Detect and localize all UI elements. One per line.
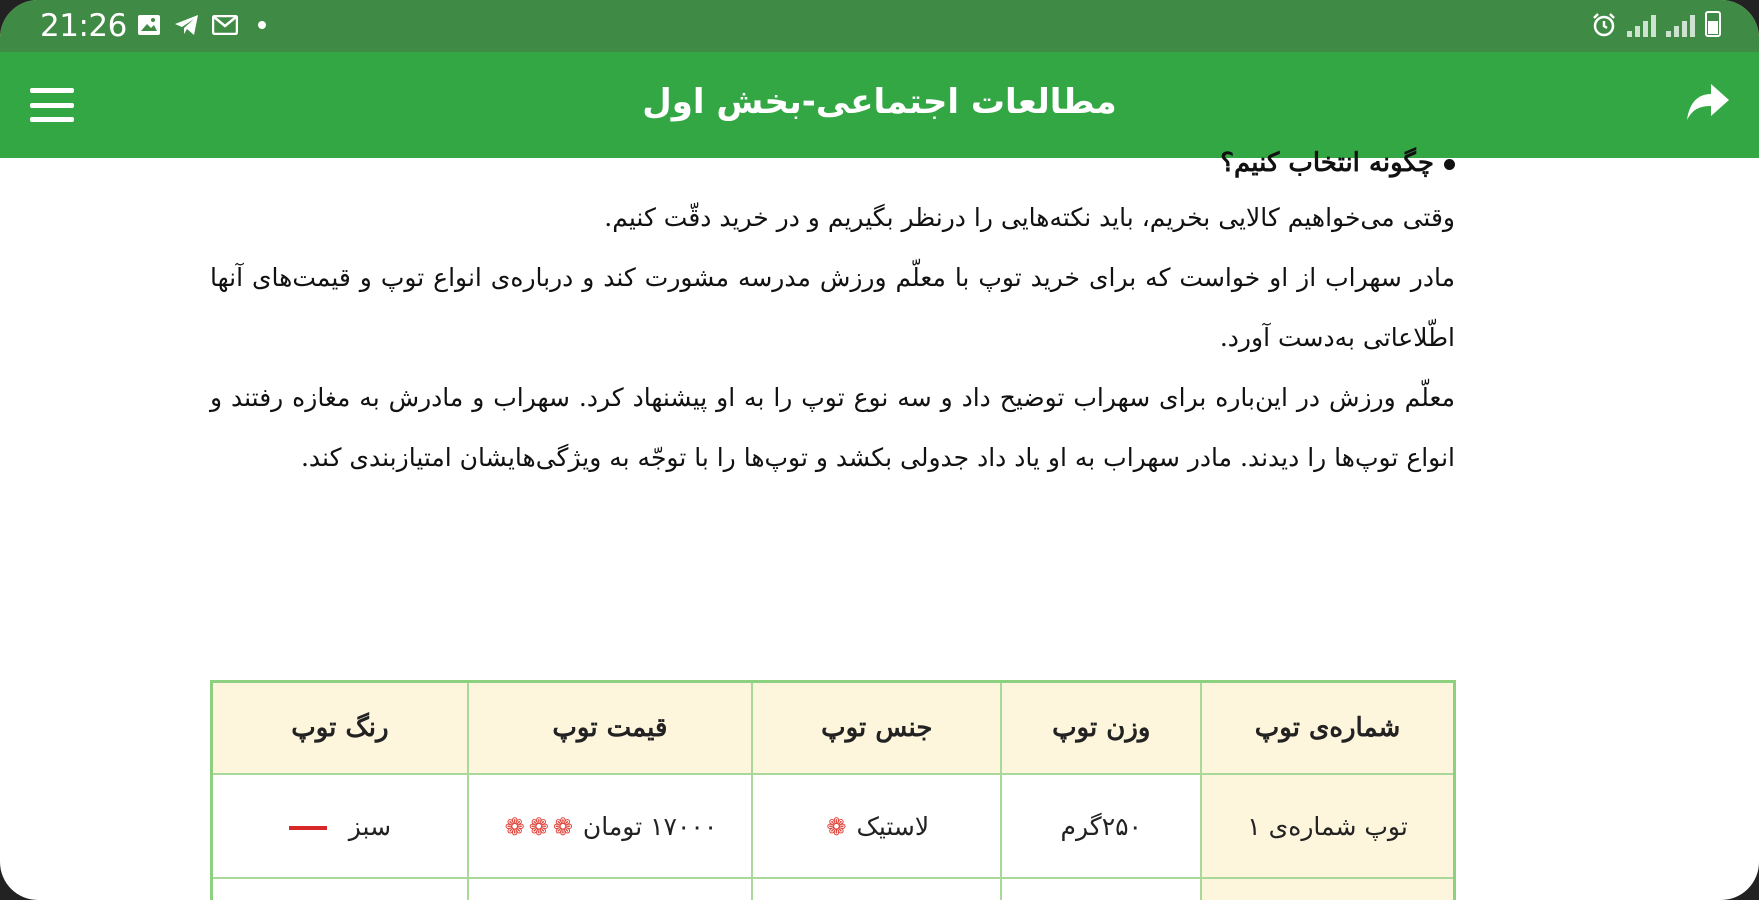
cell-ball-price xyxy=(468,774,752,878)
mail-icon xyxy=(212,13,238,37)
cell-ball-number: توپ شماره‌ی ۱ xyxy=(1201,774,1454,878)
share-icon[interactable] xyxy=(1685,82,1731,122)
paragraph: وقتی می‌خواهیم کالایی بخریم، باید نکته‌هایی را درنظر بگیریم و در خرید دقّت کنیم. xyxy=(604,203,1455,232)
cell-empty xyxy=(1001,878,1201,900)
color-text: سبز xyxy=(348,811,392,841)
lesson-content xyxy=(210,150,1455,488)
status-system-icons xyxy=(1591,11,1721,37)
battery-icon xyxy=(1705,11,1721,37)
page-title: مطالعات اجتماعی-بخش اول xyxy=(642,82,1117,122)
table-header-row xyxy=(212,682,1455,775)
header-ball-weight: وزن توپ xyxy=(1001,682,1201,775)
table xyxy=(210,680,1456,900)
image-icon xyxy=(136,13,162,37)
signal-icon xyxy=(1666,11,1695,37)
ball-comparison-table xyxy=(210,680,1456,900)
bullet-icon xyxy=(1444,159,1455,170)
paragraph: معلّم ورزش در این‌باره برای سهراب توضیح داد و سه نوع توپ را به او پیشنهاد کرد. سهراب و مادرش به مغازه رفتند و انواع توپ‌ها را دیدند. مادر سهراب به او یاد داد جدولی بکشد و توپ‌ها را با توجّه به ویژگی‌هایشان امتیازبندی کند. xyxy=(210,383,1455,472)
star-icon: ❁ xyxy=(552,812,573,841)
price-text: ۱۷۰۰۰ تومان xyxy=(582,811,718,841)
cell-ball-color xyxy=(212,774,468,878)
header-ball-color: رنگ توپ xyxy=(212,682,468,775)
cell-empty xyxy=(752,878,1001,900)
cell-ball-material xyxy=(752,774,1001,878)
star-icon: ❁ xyxy=(504,812,525,841)
red-dash-icon xyxy=(289,826,327,830)
cell-empty xyxy=(468,878,752,900)
cell-empty xyxy=(1201,878,1454,900)
paragraph: مادر سهراب از او خواست که برای خرید توپ با معلّم ورزش مدرسه مشورت کند و درباره‌ی انواع توپ و قیمت‌های آنها اطّلاعاتی به‌دست آورد. xyxy=(210,263,1455,352)
telegram-icon xyxy=(174,13,200,37)
section-heading xyxy=(210,146,1455,180)
table-row xyxy=(212,774,1455,878)
alarm-icon xyxy=(1591,13,1617,37)
header-ball-price: قیمت توپ xyxy=(468,682,752,775)
header-ball-number: شماره‌ی توپ xyxy=(1201,682,1454,775)
status-notification-icons xyxy=(136,13,266,37)
star-icon: ❁ xyxy=(826,812,847,841)
signal-icon xyxy=(1627,11,1656,37)
section-heading-text: چگونه انتخاب کنیم؟ xyxy=(1220,148,1434,178)
app-bar xyxy=(0,52,1759,158)
dot-icon xyxy=(258,21,266,29)
status-bar xyxy=(0,0,1759,52)
cell-empty xyxy=(212,878,468,900)
material-text: لاستیک xyxy=(856,811,930,841)
star-icon: ❁ xyxy=(528,812,549,841)
status-time: 21:26 xyxy=(40,8,127,44)
header-ball-material: جنس توپ xyxy=(752,682,1001,775)
cell-ball-weight: ۲۵۰گرم xyxy=(1001,774,1201,878)
table-row xyxy=(212,878,1455,900)
